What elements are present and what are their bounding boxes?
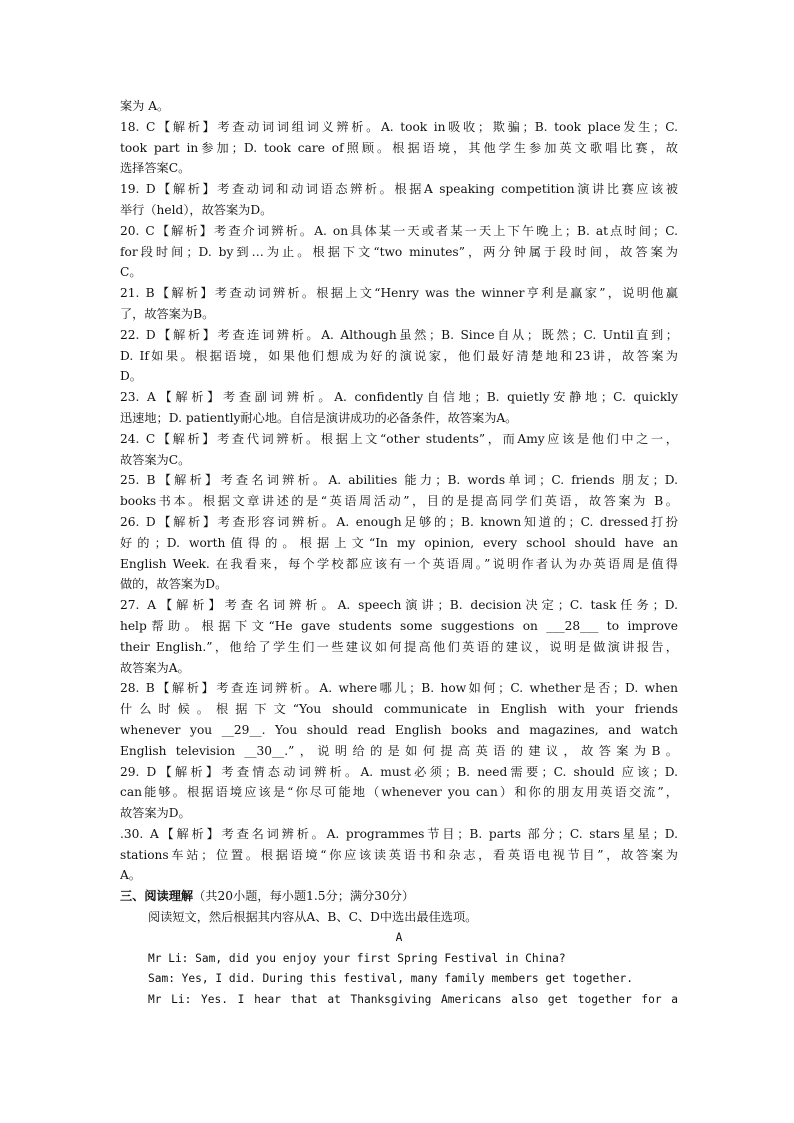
answer-line: 案为 A。 [120,99,170,113]
dialogue-line: Mr Li: Yes. I hear that at Thanksgiving Americans also get together for a [148,993,678,1007]
answer-line: 了，故答案为B。 [120,306,215,321]
answer-line: 26. D【解析】考查形容词辨析。A. enough足够的；B. known知道的；C. dressed打扮 [120,514,678,529]
answer-line: 选择答案C。 [120,161,191,176]
answer-line: 故答案为D。 [120,806,191,821]
answer-line: took part in参加；D. took care of照顾。根据语境，其他学生参加英文歌唱比赛，故 [120,140,678,155]
answer-line: .30. A【解析】考查名词辨析。A. programmes节目；B. parts 部分；C. stars星星；D. [120,826,678,841]
reading-instruction: 阅读短文，然后根据其内容从A、B、C、D中选出最佳选项。 [148,910,478,925]
answer-line: their English.”，他给了学生们一些建议如何提高他们英语的建议，说明是做演讲报告， [120,639,678,654]
answer-line: 29. D【解析】考查情态动词辨析。A. must必须；B. need需要；C. should 应该；D. [120,764,678,779]
answer-line: D。 [120,369,142,384]
answer-line: C。 [120,265,142,280]
answer-line: 24. C【解析】考查代词辨析。根据上文“other students”，而Amy应该是他们中之一， [120,431,678,446]
answer-line: 举行（held），故答案为D。 [120,202,273,217]
answer-line: can能够。根据语境应该是“你尽可能地（whenever you can）和你的朋友用英语交流”， [120,785,678,800]
dialogue-line: Sam: Yes, I did. During this festival, many family members get together. [148,972,633,986]
answer-line: 故答案为C。 [120,452,191,467]
answer-line: A。 [120,868,141,883]
section-heading [120,886,678,907]
answer-line: 25. B【解析】考查名词辨析。A. abilities 能力；B. words单词；C. friends 朋友；D. [120,473,678,488]
answer-line: English Week. 在我看来，每个学校都应该有一个英语周。”说明作者认为办英语周是值得 [120,556,678,571]
answer-line: whenever you __29__. You should read English books and magazines, and watch [120,722,678,737]
dialogue [120,949,678,1011]
answer-line: for段时间；D. by到…为止。根据下文“two minutes”，两分钟属于段时间，故答案为 [120,244,678,259]
answer-line: 好的；D. worth值得的。根据上文“In my opinion, every school should have an [120,535,678,550]
answer-line: stations车站；位置。根据语境“你应该读英语书和杂志，看英语电视节目”，故答案为 [120,847,678,862]
dialogue-line: Mr Li: Sam, did you enjoy your first Spring Festival in China? [148,951,566,965]
answer-line: 22. D【解析】考查连词辨析。A. Although虽然；B. Since自从；既然；C. Until直到； [120,327,678,342]
answer-explanations [120,96,678,886]
answer-line: 23. A【解析】考查副词辨析。A. confidently自信地；B. quietly安静地；C. quickly [120,390,678,405]
answer-line: books书本。根据文章讲述的是“英语周活动”，目的是提高同学们英语，故答案为 B。 [120,494,678,509]
answer-line: help帮助。根据下文“He gave students some suggestions on ___28___ to improve [120,618,678,633]
answer-line: 20. C【解析】考查介词辨析。A. on具体某一天或者某一天上下午晚上；B. at点时间；C. [120,223,678,238]
answer-line: 迅速地；D. patiently耐心地。自信是演讲成功的必备条件，故答案为A。 [120,410,518,425]
passage-label: A [395,930,403,944]
section-heading-title: 三、阅读理解 [120,889,194,904]
answer-line: 27. A【解析】考查名词辨析。A. speech演讲；B. decision决定；C. task任务；D. [120,598,678,613]
section-heading-score: （共20小题，每小题1.5分；满分30分） [193,889,415,904]
answer-line: 18. C【解析】考查动词词组词义辨析。A. took in吸收；欺骗；B. took place发生；C. [120,119,678,134]
answer-line: D. If如果。根据语境，如果他们想成为好的演说家，他们最好清楚地和23讲，故答案为 [120,348,678,363]
answer-line: 什么时候。根据下文“You should communicate in English with your friends [120,702,678,717]
answer-line: 28. B【解析】考查连词辨析。A. where哪儿；B. how如何；C. whether是否；D. when [120,681,678,696]
answer-line: 21. B【解析】考查动词辨析。根据上文“Henry was the winner亨利是赢家”，说明他赢 [120,286,678,301]
answer-line: 故答案为A。 [120,660,190,675]
answer-line: 19. D【解析】考查动词和动词语态辨析。根据A speaking competition演讲比赛应该被 [120,182,678,197]
answer-line: 做的，故答案为D。 [120,577,228,592]
answer-line: English television __30__.”，说明给的是如何提高英语的建议，故答案为B。 [120,743,678,758]
document-page [120,96,678,1011]
